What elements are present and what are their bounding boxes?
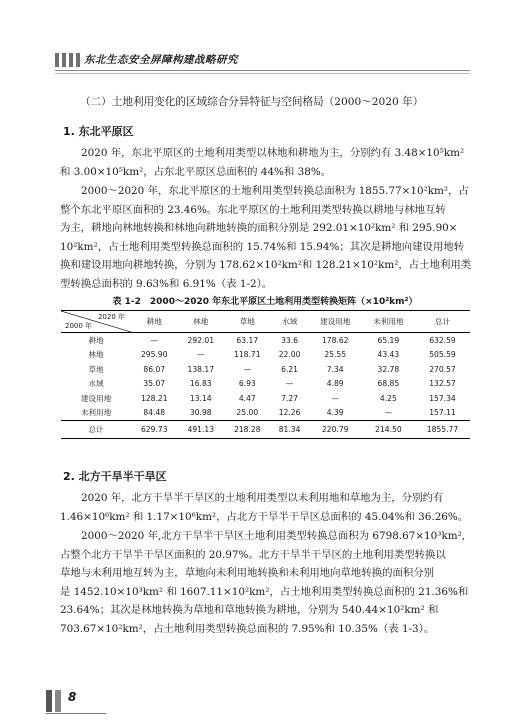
table-cell: 25.55 [324, 350, 347, 360]
table-cell: 63.17 [236, 335, 259, 345]
table-cell: 32.78 [377, 364, 400, 374]
text-line: 1.46×10⁶km² 和 1.17×10⁶km²，占北方干旱半干旱区总面积的 45.04%和 36.26%。 [60, 510, 469, 523]
table-cell: 138.17 [187, 364, 215, 374]
column-header: 未利用地 [373, 317, 404, 326]
text-line: 为主，耕地向林地转换和林地向耕地转换的面积分别是 292.01×10²km² 和 295.90× [60, 222, 458, 234]
text-line: 整个东北平原区面积的 23.46%。东北平原区的土地利用类型转换以耕地与林地互转 [60, 203, 446, 216]
table-cell: 35.07 [143, 379, 166, 389]
table-cell: 4.47 [238, 393, 256, 403]
table-cell: 25.00 [236, 408, 259, 418]
table-cell: 7.34 [326, 364, 344, 374]
table-cell: 128.21 [140, 393, 168, 403]
row-header: 总计 [88, 425, 104, 434]
text-line: 是 1452.10×10³km² 和 1607.11×10²km²，占土地利用类型转换总面积的 21.36%和 [60, 585, 469, 598]
column-header: 总计 [434, 317, 451, 326]
header-rule-secondary [55, 73, 470, 74]
corner-label-2020: 2020 年 [97, 313, 125, 321]
table-cell: 13.14 [189, 393, 212, 403]
text-line: 型转换总面积的 9.63%和 6.91%（表 1-2）。 [60, 277, 273, 290]
column-header: 草地 [239, 317, 255, 326]
table-corner-cell [61, 311, 131, 333]
table-cell: 84.48 [143, 408, 166, 418]
table-cell: 632.59 [429, 335, 456, 345]
table-cell: 68.85 [377, 379, 400, 389]
table-cell: 1855.77 [426, 425, 459, 434]
table-cell: 7.27 [281, 393, 299, 403]
table-cell: 22.00 [278, 350, 301, 360]
table-cell: 86.07 [143, 364, 166, 374]
table-cell: — [331, 393, 339, 403]
paragraph-northeast-conversion [60, 182, 470, 293]
table-cell: 4.39 [326, 408, 344, 418]
table-cell: 178.62 [321, 335, 349, 345]
table-cell: 270.57 [429, 364, 456, 374]
paragraph-arid-conversion [60, 527, 470, 638]
table-cell: — [150, 335, 159, 345]
table-cell: 43.43 [377, 350, 400, 360]
table-cell: 132.57 [429, 379, 456, 389]
row-header: 耕地 [88, 335, 104, 345]
row-header: 水域 [88, 379, 104, 389]
table-cell: 81.34 [278, 425, 301, 434]
text-line: 和 3.00×10⁵km²，占东北平原区总面积的 44%和 38%。 [60, 165, 332, 178]
table-row [61, 362, 470, 377]
table-cell: — [285, 379, 294, 389]
text-line: 换和建设用地向耕地转换，分别为 178.62×10²km²和 128.21×10²km²，占土地利用类 [60, 259, 472, 271]
table-row [61, 391, 470, 406]
table-row [61, 348, 470, 363]
subsection-heading-north-arid: 2. 北方干旱半干旱区 [63, 470, 167, 483]
text-line: 2020 年，北方干旱半干旱区的土地利用类型以未利用地和草地为主，分别约有 [81, 492, 444, 504]
table-cell: 12.26 [278, 408, 301, 418]
page-number: 8 [68, 690, 77, 704]
table-cell: 214.50 [375, 425, 402, 434]
table-total-row [61, 421, 470, 439]
table-cell: — [384, 408, 393, 418]
table-cell: 629.73 [140, 425, 168, 434]
text-line: 2000～2020 年，东北平原区的土地利用类型转换总面积为 1855.77×10²km²，占 [81, 185, 469, 197]
table-cell: 220.79 [321, 425, 349, 434]
paragraph-northeast-2020 [60, 144, 470, 181]
table-row [61, 377, 470, 392]
land-use-transition-matrix [61, 310, 470, 439]
row-header: 林地 [88, 350, 104, 360]
header-ornament [55, 53, 80, 67]
table-cell: — [243, 364, 252, 374]
table-cell: 292.01 [187, 335, 215, 345]
table-cell: 491.13 [187, 425, 215, 434]
text-line: 2020 年，东北平原区的土地利用类型以林地和耕地为主，分别约有 3.48×10⁵km² [81, 147, 465, 159]
subsection-heading-northeast-plain: 1. 东北平原区 [63, 125, 134, 138]
table-caption: 表 1-2 2000～2020 年东北平原区土地利用类型转换矩阵（×10²km²） [112, 297, 418, 307]
table-cell: 4.89 [326, 379, 344, 389]
text-line: 23.64%；其次是林地转换为草地和草地转换为耕地，分别为 540.44×10²km² 和 [60, 604, 439, 616]
table-cell: 118.71 [234, 350, 261, 360]
column-header: 水域 [281, 317, 298, 326]
table-cell: 30.98 [189, 408, 212, 418]
column-header: 耕地 [146, 317, 162, 326]
table-cell: 218.28 [234, 425, 261, 434]
text-line: 草地与未利用地互转为主，草地向未利用地转换和未利用地向草地转换的面积分别 [60, 567, 435, 579]
table-cell: 16.83 [189, 379, 212, 389]
running-header-title: 东北生态安全屏障构建战略研究 [84, 54, 238, 66]
table-row [61, 333, 470, 348]
footer-ornament-secondary [55, 690, 61, 712]
corner-label-2000: 2000 年 [65, 322, 93, 330]
column-header: 建设用地 [320, 317, 351, 326]
row-header: 建设用地 [80, 393, 112, 403]
text-line: 2000～2020 年,北方干旱半干旱区土地利用类型转换总面积为 6798.67×10³km², [81, 530, 466, 542]
table-body [61, 333, 470, 439]
table-header-row [61, 311, 470, 333]
text-line: 703.67×10²km²，占土地利用类型转换总面积的 7.95%和 10.35%（表 1-3）。 [60, 622, 435, 635]
table-cell: 157.34 [429, 393, 456, 403]
table-cell: 157.11 [429, 408, 456, 418]
table-cell: 6.21 [281, 364, 299, 374]
table-cell: 65.19 [377, 335, 400, 345]
footer-rule [46, 713, 106, 714]
table-cell: 6.93 [238, 379, 256, 389]
table-cell: — [196, 350, 205, 360]
table-cell: 4.25 [379, 393, 397, 403]
text-line: 10²km²，占土地利用类型转换总面积的 15.74%和 15.94%；其次是耕地向建设用地转 [60, 240, 465, 253]
table-cell: 33.6 [281, 335, 299, 345]
row-header: 草地 [88, 364, 104, 374]
table-cell: 505.59 [429, 350, 456, 360]
header-rule [55, 70, 470, 71]
table-cell: 295.90 [140, 350, 168, 360]
paragraph-arid-2020 [60, 489, 470, 526]
text-line: 占整个北方干旱半干旱区面积的 20.97%。北方干旱半干旱区的土地利用类型转换以 [60, 548, 446, 561]
row-header: 未利用地 [80, 408, 112, 418]
column-header: 林地 [193, 317, 209, 326]
footer-ornament [46, 690, 52, 712]
section-heading: （二）土地利用变化的区域综合分异特征与空间格局（2000～2020 年） [80, 96, 424, 108]
table-row [61, 406, 470, 421]
